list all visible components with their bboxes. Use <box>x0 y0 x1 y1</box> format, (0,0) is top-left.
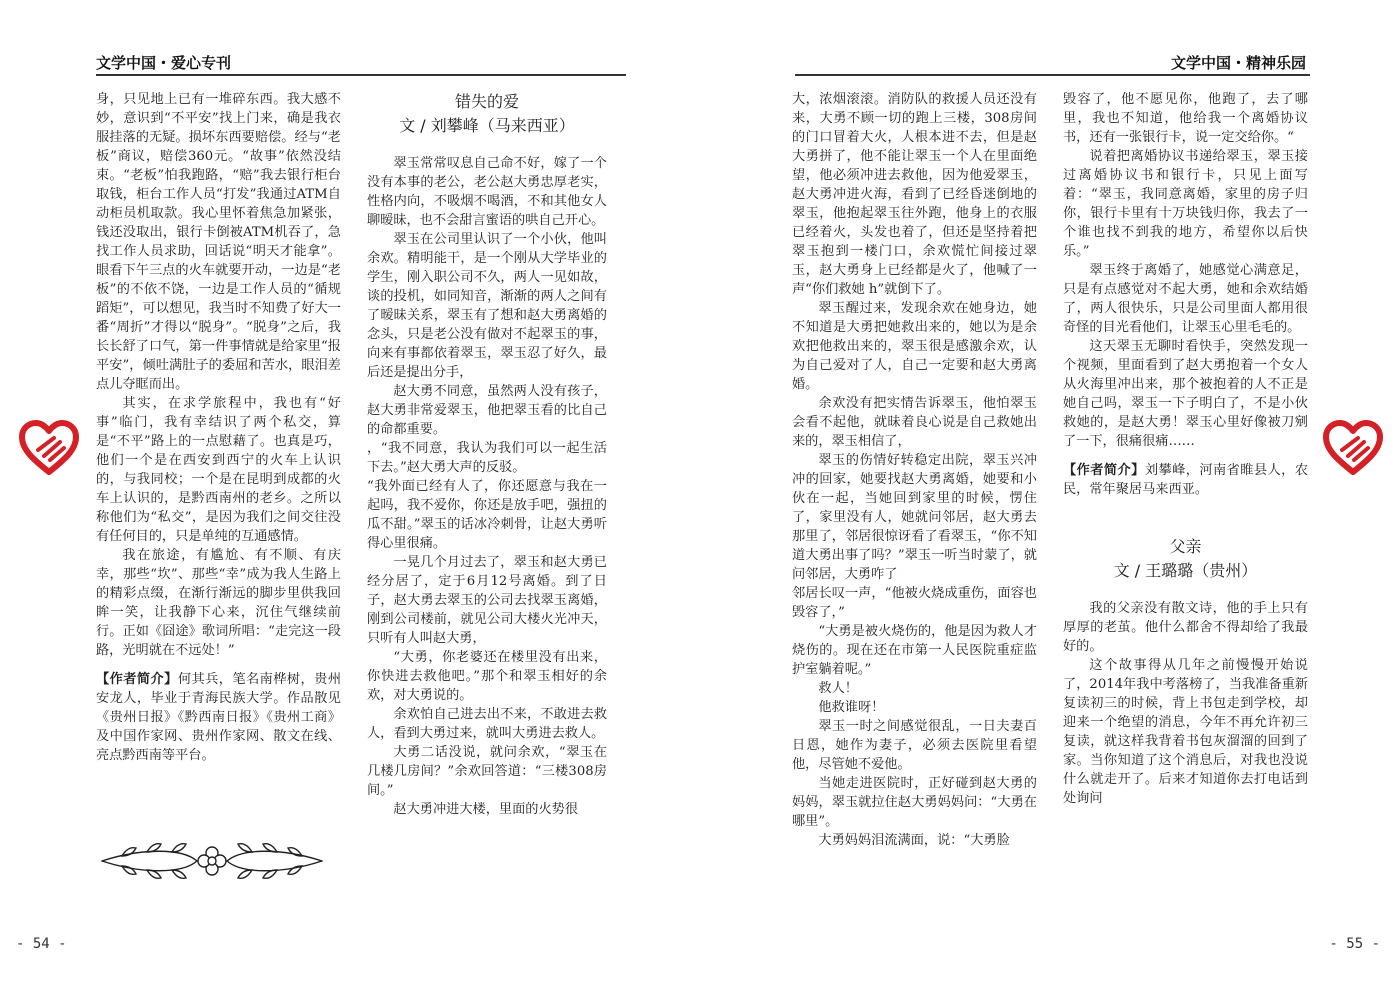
paragraph: 其实，在求学旅程中，我也有“好事”临门，我有幸结识了两个私交，算是“不平”路上的一点慰藉了。也真是巧，他们一个是在西安到西宁的火车上认识的，与我同校；一个是在昆明到成都的火车上认识的，是黔西南州的老乡。之所以称他们为“私交”，是因为我们之间交往没有任何目的，只是单纯的互通感情。 <box>96 396 341 544</box>
paragraph: 赵大勇冲进大楼，里面的火势很 <box>393 802 579 817</box>
article-title-2: 父亲 <box>1169 537 1202 556</box>
author-bio <box>1063 461 1308 499</box>
page-number-left: - 54 - <box>16 936 67 952</box>
paragraph: 翠玉一时之间感觉很乱，一日夫妻百日恩，她作为妻子，必须去医院里看望他，尽管她不爱他。 <box>792 719 1037 772</box>
paragraph: 大勇妈妈泪流满面，说：“大勇脸 <box>818 833 1010 848</box>
bio-text: 何其兵，笔名南桦树，贵州安龙人，毕业于青海民族大学。作品散见《贵州日报》《黔西南日报》《贵州工商》及中国作家网、贵州作家网、散文在线、亮点黔西南等平台。 <box>96 672 342 763</box>
paragraph: 这天翠玉无聊时看快手，突然发现一个视频，里面看到了赵大勇抱着一个女人从火海里冲出来，那个被抱着的人不正是她自己吗，翠玉一下子明白了，不是小伙救她的，是赵大勇！翠玉心里好像被刀剜了一下，很痛很痛…… <box>1063 339 1308 449</box>
header-rule-left <box>96 74 626 76</box>
paragraph: 赵大勇不同意，虽然两人没有孩子，赵大勇非常爱翠玉，他把翠玉看的比自己的命都重要。 <box>367 384 607 437</box>
paragraph: 身，只见地上已有一堆碎东西。我大感不妙，意识到“不平安”找上门来，确是我衣服挂落的无疑。损坏东西要赔偿。经与“老板”商议，赔偿360元。“故事”依然没结束。“老板”怕我跑路，“赔”我去银行柜台取钱，柜台工作人员“打发”我通过ATM自动柜员机取款。我心里怀着焦急加紧张，钱还没取出，银行卡倒被ATM机吞了，急找工作人员求助，回话说“明天才能拿”。眼看下午三点的火车就要开动，一边是“老板”的不依不饶，一边是工作人员的“循规蹈矩”，可以想见，我当时不知费了好大一番“周折”才得以“脱身”。“脱身”之后，我长长舒了口气，第一件事情就是给家里“报平安”，倾吐满肚子的委屈和苦水，眼泪差点儿夺眶而出。 <box>96 92 341 392</box>
paragraph: 大，浓烟滚滚。消防队的救援人员还没有来，大勇不顾一切的跑上三楼，308房间的门口冒着大火，人根本进不去，但是赵大勇拼了，他不能让翠玉一个人在里面绝望，他必须冲进去救他，因为他爱翠玉，赵大勇冲进火海，看到了已经昏迷倒地的翠玉，他抱起翠玉往外跑，他身上的衣服已经着火，头发也着了，但还是坚持着把翠玉抱到一楼门口，余欢慌忙间接过翠玉，赵大勇身上已经都是火了，他喊了一声“你们救她 h”就倒下了。 <box>792 92 1037 297</box>
paragraph: 说着把离婚协议书递给翠玉，翠玉接过离婚协议书和银行卡，只见上面写着：“翠玉，我同意离婚，家里的房子归你，银行卡里有十万块钱归你，我去了一个谁也找不到我的地方，希望你以后快乐。” <box>1063 149 1308 259</box>
paragraph: 大勇二话没说，就问余欢，“翠玉在几楼几房间？”余欢回答道：“三楼308房间。” <box>367 745 607 798</box>
paragraph: 他救谁呀！ <box>818 700 885 715</box>
paragraph: 邻居长叹一声，“他被火烧成重伤，面容也毁容了，” <box>792 586 1037 620</box>
paragraph: 我的父亲没有散文诗，他的手上只有厚厚的老茧。他什么都舍不得却给了我最好的。 <box>1063 601 1308 654</box>
bio-label: 【作者简介】 <box>96 672 178 687</box>
paragraph: 这个故事得从几年之前慢慢开始说了，2014年我中考落榜了，当我准备重新复读初三的时候，背上书包走到学校，却迎来一个绝望的消息，今年不再允许初三复读，就这样我背着书包灰溜溜的回到了家。当你知道了这个消息后，对我也没说什么就走开了。后来才知道你去打电话到处询问 <box>1063 658 1308 806</box>
paragraph: 翠玉的伤情好转稳定出院，翠玉兴冲冲的回家，她要找赵大勇离婚，她要和小伙在一起，当她回到家里的时候，愣住了，家里没有人，她就问邻居，赵大勇去那里了，邻居很惊讶看了看翠玉，“你不知道大勇出事了吗？”翠玉一听当时蒙了，就问邻居，大勇咋了 <box>792 453 1037 582</box>
paragraph: 救人！ <box>818 681 858 696</box>
paragraph: 当她走进医院时，正好碰到赵大勇的妈妈，翠玉就拉住赵大勇妈妈问：“大勇在哪里”。 <box>792 776 1037 829</box>
article-author-2: 文 / 王璐璐（贵州） <box>1113 561 1258 580</box>
column-3 <box>792 90 1037 850</box>
paragraph: “我外面已经有人了，你还愿意与我在一起吗，我不爱你，你还是放手吧，强扭的瓜不甜。”翠玉的话冰冷刺骨，让赵大勇听得心里很痛。 <box>367 479 607 551</box>
paragraph: 翠玉醒过来，发现余欢在她身边，她不知道是大勇把她救出来的，她以为是余欢把他救出来的，翠玉很是感激余欢，认为自己爱对了人，自己一定要和赵大勇离婚。 <box>792 301 1037 392</box>
paragraph: 翠玉常常叹息自己命不好，嫁了一个没有本事的老公，老公赵大勇忠厚老实，性格内向，不吸烟不喝酒，不和其他女人聊暧昧，也不会甜言蜜语的哄自己开心。 <box>367 156 607 228</box>
paragraph: 翠玉终于离婚了，她感觉心满意足，只是有点感觉对不起大勇，她和余欢结婚了，两人很快乐，只是公司里面人都用很奇怪的目光看他们，让翠玉心里毛毛的。 <box>1063 263 1308 335</box>
paragraph: “大勇，你老婆还在楼里没有出来，你快进去救他吧。”那个和翠玉相好的余欢，对大勇说的。 <box>367 650 607 703</box>
paragraph: ，“我不同意，我认为我们可以一起生活下去。”赵大勇大声的反驳。 <box>367 441 607 475</box>
header-left-title: 文学中国・爱心专刊 <box>96 54 232 72</box>
paragraph: “大勇是被火烧伤的，他是因为救人才烧伤的。现在还在市第一人民医院重症监护室躺着呢。” <box>792 624 1037 677</box>
article-title: 错失的爱 <box>454 92 519 111</box>
paragraph: 余欢没有把实情告诉翠玉，他怕翠玉会看不起他，就昧着良心说是自己救她出来的，翠玉相信了， <box>792 396 1037 449</box>
bio-label: 【作者简介】 <box>1063 463 1145 478</box>
header-right-title: 文学中国・精神乐园 <box>1170 54 1306 72</box>
heart-hand-icon <box>1322 420 1384 476</box>
article-author: 文 / 刘攀峰（马来西亚） <box>399 116 575 135</box>
column-4 <box>1063 90 1308 808</box>
paragraph: 我在旅途，有尴尬、有不顺、有庆幸，那些“坎”、那些“幸”成为我人生路上的精彩点缀，在渐行渐远的脚步里供我回眸一笑，让我静下心来，沉住气继续前行。正如《囧途》歌词所唱：“走完这一段路，光明就在不远处！” <box>96 548 341 658</box>
floral-divider-icon <box>92 838 332 884</box>
bio-text: 刘攀峰，河南省睢县人，农民，常年聚居马来西亚。 <box>1063 463 1309 497</box>
column-2 <box>367 90 607 819</box>
paragraph: 翠玉在公司里认识了一个小伙，他叫余欢。精明能干，是一个刚从大学毕业的学生，刚入职公司不久，两人一见如故，谈的投机，如同知音，渐渐的两人之间有了暧昧关系，翠玉有了想和赵大勇离婚的念头，只是老公没有做对不起翠玉的事，向来有事都依着翠玉，翠玉忍了好久，最后还是提出分手， <box>367 232 607 380</box>
paragraph: 一晃几个月过去了，翠玉和赵大勇已经分居了，定于6月12号离婚。到了日子，赵大勇去翠玉的公司去找翠玉离婚，刚到公司楼前，就见公司大楼火光冲天，只听有人叫赵大勇， <box>367 555 607 646</box>
paragraph: 余欢怕自己进去出不来，不敢进去救人，看到大勇过来，就叫大勇进去救人。 <box>367 707 607 741</box>
column-1 <box>96 90 341 765</box>
page-number-right: - 55 - <box>1329 936 1380 952</box>
author-bio <box>96 670 341 765</box>
paragraph: 毁容了，他不愿见你，他跑了，去了哪里，我也不知道，他给我一个离婚协议书，还有一张银行卡，说一定交给你。“ <box>1063 92 1308 145</box>
heart-hand-icon <box>18 420 80 476</box>
header-rule-right <box>795 74 1310 76</box>
